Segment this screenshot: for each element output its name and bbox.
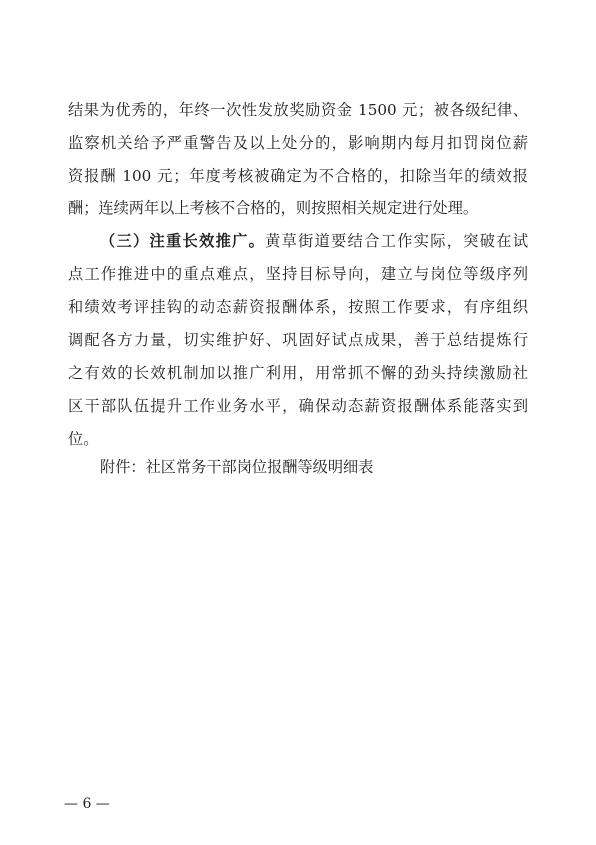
paragraph-text: 黄草街道要结合工作实际，突破在试 — [265, 232, 529, 250]
paragraph-first-line — [100, 231, 528, 251]
paragraph-line: 和绩效考评挂钩的动态薪资报酬体系，按照工作要求，有序组织 — [68, 298, 528, 316]
paragraph-line: 结果为优秀的，年终一次性发放奖励资金 1500 元；被各级纪律、 — [68, 101, 528, 119]
attachment-note: 附件：社区常务干部岗位报酬等级明细表 — [100, 458, 374, 476]
page-number: — 6 — — [64, 796, 110, 812]
paragraph-line: 调配各方力量，切实维护好、巩固好试点成果，善于总结提炼行 — [68, 331, 528, 349]
paragraph-line: 之有效的长效机制加以推广利用，用常抓不懈的劲头持续激励社 — [68, 364, 528, 382]
paragraph-line: 资报酬 100 元；年度考核被确定为不合格的，扣除当年的绩效报 — [68, 167, 528, 185]
paragraph-line: 监察机关给予严重警告及以上处分的，影响期内每月扣罚岗位薪 — [68, 134, 528, 152]
section-heading: （三）注重长效推广。 — [100, 232, 266, 250]
paragraph-line: 点工作推进中的重点难点，坚持目标导向，建立与岗位等级序列 — [68, 265, 528, 283]
paragraph-line: 酬；连续两年以上考核不合格的，则按照相关规定进行处理。 — [68, 199, 479, 217]
paragraph-line: 区干部队伍提升工作业务水平，确保动态薪资报酬体系能落实到 — [68, 397, 528, 415]
paragraph-line: 位。 — [68, 430, 99, 448]
